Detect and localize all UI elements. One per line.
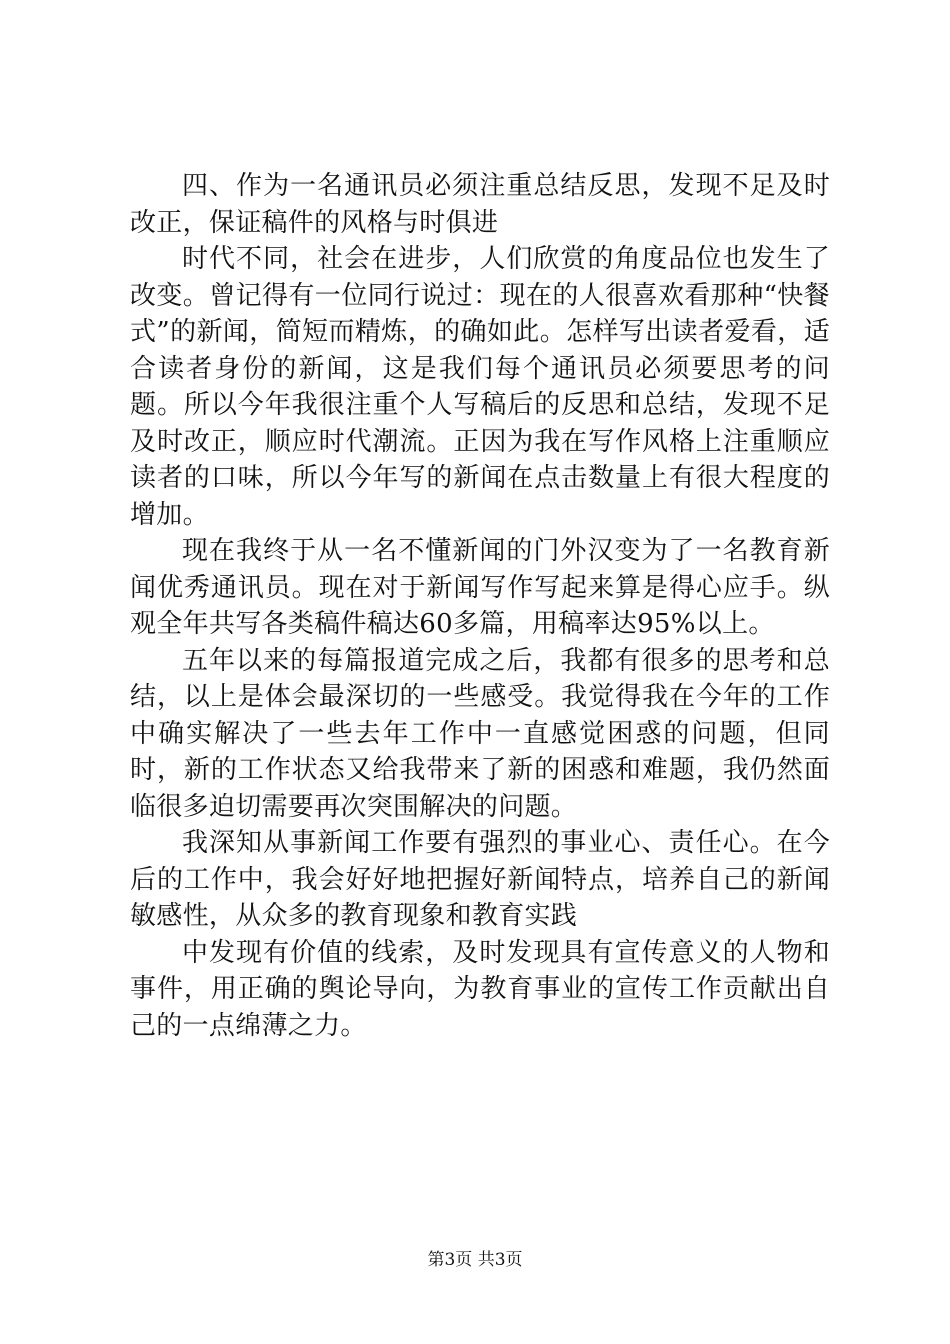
paragraph-closing: 中发现有价值的线索，及时发现具有宣传意义的人物和事件，用正确的舆论导向，为教育事业的宣传工作贡献出自己的一点绵薄之力。 xyxy=(130,937,830,1041)
page-footer: 第3页 共3页 xyxy=(427,1250,523,1270)
paragraph-achievement: 现在我终于从一名不懂新闻的门外汉变为了一名教育新闻优秀通讯员。现在对于新闻写作写起来算是得心应手。纵观全年共写各类稿件稿达60多篇，用稿率达95%以上。 xyxy=(130,536,830,639)
paragraph-reflection: 时代不同，社会在进步，人们欣赏的角度品位也发生了改变。曾记得有一位同行说过：现在的人很喜欢看那种“快餐式”的新闻，简短而精炼，的确如此。怎样写出读者爱看，适合读者身份的新闻，这是我们每个通讯员必须要思考的问题。所以今年我很注重个人写稿后的反思和总结，发现不足及时改正，顺应时代潮流。正因为我在写作风格上注重顺应读者的口味，所以今年写的新闻在点击数量上有很大程度的增加。 xyxy=(130,244,830,530)
paragraph-commitment: 我深知从事新闻工作要有强烈的事业心、责任心。在今后的工作中，我会好好地把握好新闻特点，培养自己的新闻敏感性，从众多的教育现象和教育实践 xyxy=(130,828,830,931)
paragraph-heading-4: 四、作为一名通讯员必须注重总结反思，发现不足及时改正，保证稿件的风格与时俱进 xyxy=(130,171,830,238)
document-body xyxy=(130,168,830,1044)
paragraph-summary: 五年以来的每篇报道完成之后，我都有很多的思考和总结，以上是体会最深切的一些感受。我觉得我在今年的工作中确实解决了一些去年工作中一直感觉困惑的问题，但同时，新的工作状态又给我带来了新的困惑和难题，我仍然面临很多迫切需要再次突围解决的问题。 xyxy=(130,645,830,822)
